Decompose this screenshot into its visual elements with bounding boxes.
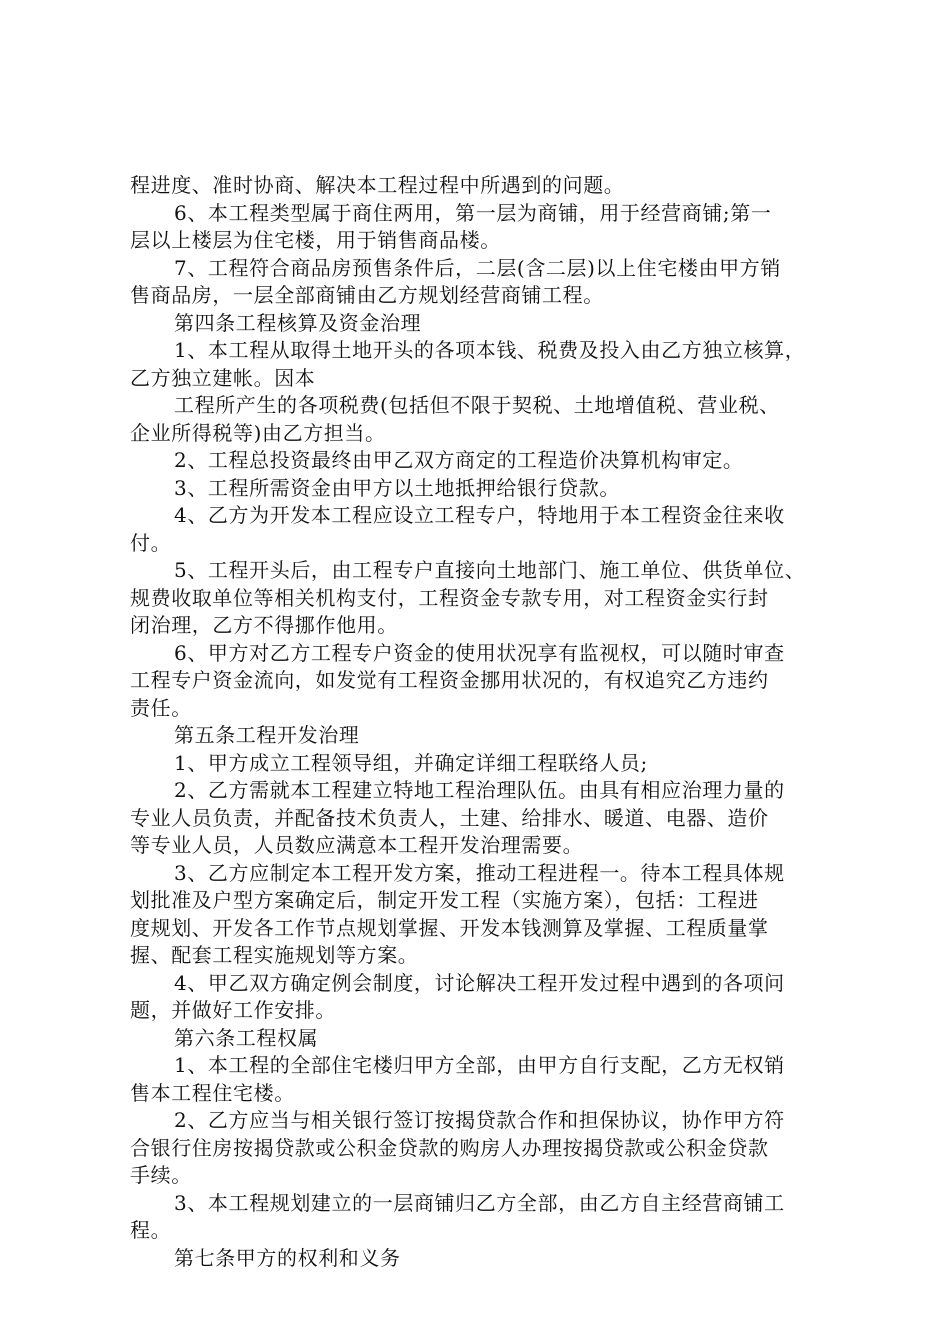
text-line: 3、工程所需资金由甲方以土地抵押给银行贷款。	[174, 475, 620, 500]
text-line: 2、乙方需就本工程建立特地工程治理队伍。由具有相应治理力量的	[174, 778, 785, 802]
text-line: 程进度、准时协商、解决本工程过程中所遇到的问题。	[130, 173, 625, 197]
text-line: 程。	[130, 1218, 172, 1242]
document-body	[130, 172, 828, 1272]
text-line: 第七条甲方的权利和义务	[174, 1245, 401, 1270]
text-line: 层以上楼层为住宅楼，用于销售商品楼。	[130, 228, 501, 252]
text-line: 第四条工程核算及资金治理	[174, 310, 422, 335]
text-line: 1、本工程从取得土地开头的各项本钱、税费及投入由乙方独立核算，	[174, 338, 806, 362]
text-line: 闭治理，乙方不得挪作他用。	[130, 613, 398, 637]
text-line: 握、配套工程实施规划等方案。	[130, 943, 419, 967]
text-line: 度规划、开发各工作节点规划掌握、开发本钱测算及掌握、工程质量掌	[130, 915, 769, 940]
text-line: 1、本工程的全部住宅楼归甲方全部，由甲方自行支配，乙方无权销	[174, 1053, 785, 1077]
text-line: 第五条工程开发治理	[174, 723, 360, 747]
text-line: 售本工程住宅楼。	[130, 1080, 295, 1105]
text-line: 规费收取单位等相关机构支付，工程资金专款专用，对工程资金实行封	[130, 585, 769, 610]
text-line: 企业所得税等)由乙方担当。	[130, 420, 386, 445]
text-line: 合银行住房按揭贷款或公积金贷款的购房人办理按揭贷款或公积金贷款	[130, 1135, 769, 1160]
text-line: 工程所产生的各项税费(包括但不限于契税、土地增值税、营业税、	[174, 393, 780, 417]
text-line: 2、工程总投资最终由甲乙双方商定的工程造价决算机构审定。	[174, 448, 744, 472]
text-line: 4、乙方为开发本工程应设立工程专户，特地用于本工程资金往来收	[174, 503, 785, 527]
text-line: 4、甲乙双方确定例会制度，讨论解决工程开发过程中遇到的各项问	[174, 970, 785, 995]
text-line: 6、本工程类型属于商住两用，第一层为商铺，用于经营商铺;第一	[174, 200, 772, 225]
text-line: 售商品房，一层全部商铺由乙方规划经营商铺工程。	[130, 283, 604, 307]
text-line: 等专业人员，人员数应满意本工程开发治理需要。	[130, 833, 584, 857]
text-line: 题，并做好工作安排。	[130, 998, 336, 1022]
text-line: 6、甲方对乙方工程专户资金的使用状况享有监视权，可以随时审查	[174, 640, 785, 665]
text-line: 第六条工程权属	[174, 1025, 319, 1050]
text-line: 3、乙方应制定本工程开发方案，推动工程进程一。待本工程具体规	[174, 860, 785, 885]
text-line: 乙方独立建帐。因本	[130, 365, 316, 390]
text-line: 3、本工程规划建立的一层商铺归乙方全部，由乙方自主经营商铺工	[174, 1190, 785, 1215]
text-line: 付。	[130, 530, 172, 555]
text-line: 责任。	[130, 695, 192, 720]
text-line: 工程专户资金流向，如发觉有工程资金挪用状况的，有权追究乙方违约	[130, 668, 769, 692]
text-line: 手续。	[130, 1163, 192, 1187]
text-line: 划批准及户型方案确定后，制定开发工程（实施方案），包括：工程进	[130, 888, 759, 912]
text-line: 5、工程开头后，由工程专户直接向土地部门、施工单位、供货单位、	[174, 558, 806, 582]
text-line: 专业人员负责，并配备技术负责人，土建、给排水、暖道、电器、造价	[130, 805, 769, 830]
text-line: 7、工程符合商品房预售条件后，二层(含二层)以上住宅楼由甲方销	[174, 255, 781, 280]
text-line: 2、乙方应当与相关银行签订按揭贷款合作和担保协议，协作甲方符	[174, 1108, 785, 1132]
text-line: 1、甲方成立工程领导组，并确定详细工程联络人员;	[174, 750, 648, 775]
